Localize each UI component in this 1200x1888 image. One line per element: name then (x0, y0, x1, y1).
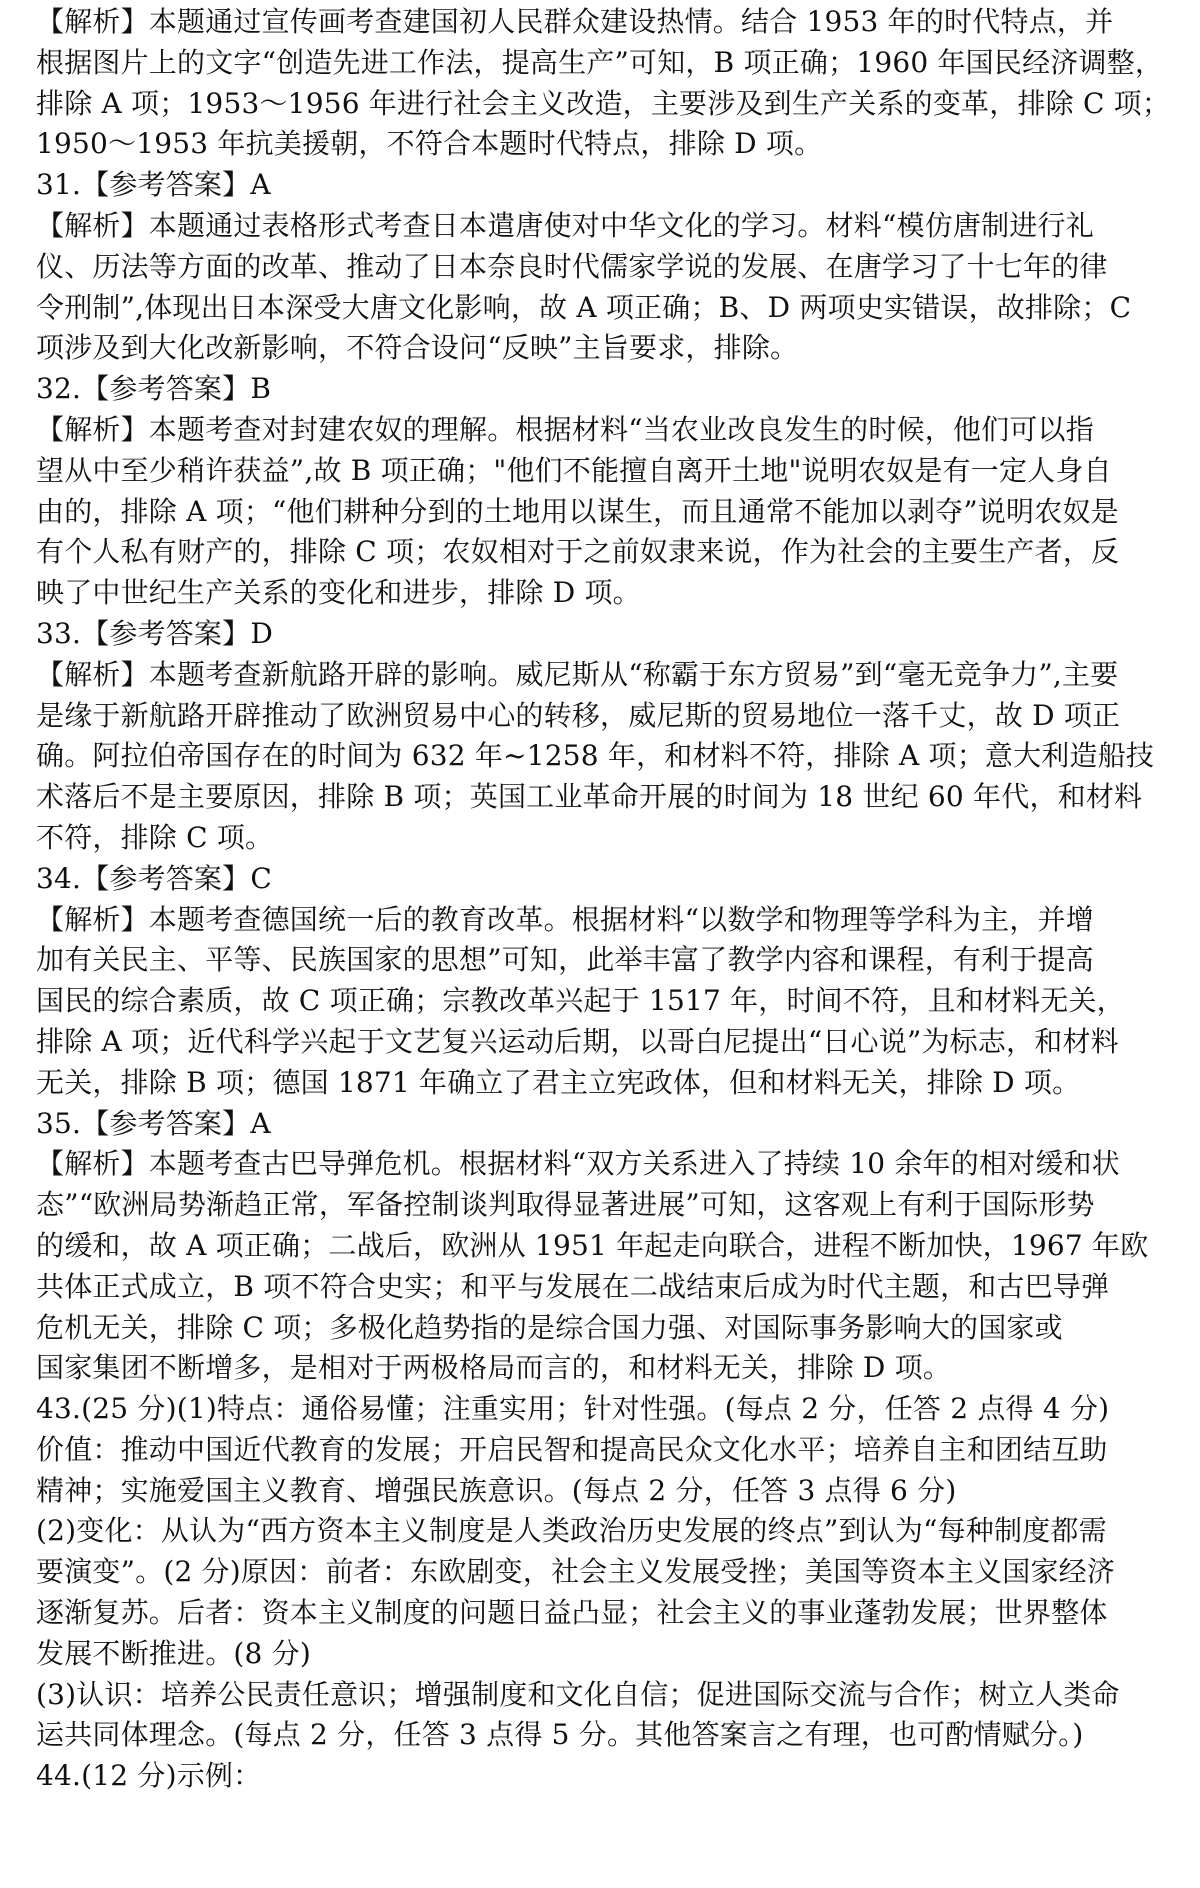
text-line: 31.【参考答案】A (36, 168, 271, 202)
text-line: 32.【参考答案】B (36, 372, 272, 406)
text-line: 术落后不是主要原因，排除 B 项；英国工业革命开展的时间为 18 世纪 60 年代，和材料 (36, 780, 1143, 814)
text-line: 的缓和，故 A 项正确；二战后，欧洲从 1951 年起走向联合，进程不断加快，1967 年欧 (36, 1228, 1149, 1262)
text-line: 望从中至少稍许获益”,故 B 项正确；"他们不能擅自离开土地"说明农奴是有一定人身自 (36, 453, 1112, 487)
text-line: 35.【参考答案】A (36, 1106, 271, 1140)
text-line: 确。阿拉伯帝国存在的时间为 632 年~1258 年，和材料不符，排除 A 项；意大利造船技 (36, 739, 1155, 773)
text-line: (3)认识：培养公民责任意识；增强制度和文化自信；促进国际交流与合作；树立人类命 (36, 1677, 1120, 1711)
text-line: 由的，排除 A 项；“他们耕种分到的土地用以谋生，而且通常不能加以剥夺”说明农奴是 (36, 494, 1119, 528)
text-line: 1950～1953 年抗美援朝，不符合本题时代特点，排除 D 项。 (36, 127, 823, 161)
text-line: 44.(12 分)示例： (36, 1759, 262, 1793)
text-line: 国民的综合素质，故 C 项正确；宗教改革兴起于 1517 年，时间不符，且和材料无关， (36, 984, 1125, 1018)
text-line: 34.【参考答案】C (36, 861, 272, 895)
text-line: 【解析】本题考查德国统一后的教育改革。根据材料“以数学和物理等学科为主，并增 (36, 902, 1094, 936)
text-line: (2)变化：从认为“西方资本主义制度是人类政治历史发展的终点”到认为“每种制度都需 (36, 1514, 1107, 1548)
text-line: 运共同体理念。(每点 2 分，任答 3 点得 5 分。其他答案言之有理，也可酌情赋分。) (36, 1718, 1084, 1752)
text-line: 要演变”。(2 分)原因：前者：东欧剧变，社会主义发展受挫；美国等资本主义国家经济 (36, 1555, 1116, 1589)
text-line: 加有关民主、平等、民族国家的思想”可知，此举丰富了教学内容和课程，有利于提高 (36, 943, 1094, 977)
text-line: 令刑制”,体现出日本深受大唐文化影响，故 A 项正确；B、D 两项史实错误，故排除；C (36, 290, 1132, 324)
text-line: 发展不断推进。(8 分) (36, 1636, 311, 1670)
text-line: 【解析】本题通过表格形式考查日本遣唐使对中华文化的学习。材料“模仿唐制进行礼 (36, 208, 1094, 242)
text-line: 危机无关，排除 C 项；多极化趋势指的是综合国力强、对国际事务影响大的国家或 (36, 1310, 1063, 1344)
text-line: 有个人私有财产的，排除 C 项；农奴相对于之前奴隶来说，作为社会的主要生产者，反 (36, 535, 1120, 569)
text-line: 排除 A 项；1953～1956 年进行社会主义改造，主要涉及到生产关系的变革，排除 C 项； (36, 86, 1171, 120)
text-line: 项涉及到大化改新影响，不符合设问“反映”主旨要求，排除。 (36, 331, 799, 365)
text-line: 不符，排除 C 项。 (36, 820, 274, 854)
text-line: 43.(25 分)(1)特点：通俗易懂；注重实用；针对性强。(每点 2 分，任答 2 点得 4 分) (36, 1392, 1110, 1426)
text-line: 【解析】本题考查对封建农奴的理解。根据材料“当农业改良发生的时候，他们可以指 (36, 412, 1094, 446)
text-line: 【解析】本题考查古巴导弹危机。根据材料“双方关系进入了持续 10 余年的相对缓和状 (36, 1147, 1120, 1181)
text-line: 【解析】本题考查新航路开辟的影响。威尼斯从“称霸于东方贸易”到“毫无竞争力”,主要 (36, 657, 1119, 691)
text-line: 精神；实施爱国主义教育、增强民族意识。(每点 2 分，任答 3 点得 6 分) (36, 1473, 957, 1507)
text-line: 逐渐复苏。后者：资本主义制度的问题日益凸显；社会主义的事业蓬勃发展；世界整体 (36, 1596, 1108, 1630)
text-line: 共体正式成立，B 项不符合史实；和平与发展在二战结束后成为时代主题，和古巴导弹 (36, 1269, 1110, 1303)
text-line: 33.【参考答案】D (36, 616, 273, 650)
text-line: 仪、历法等方面的改革、推动了日本奈良时代儒家学说的发展、在唐学习了十七年的律 (36, 249, 1108, 283)
text-line: 【解析】本题通过宣传画考查建国初人民群众建设热情。结合 1953 年的时代特点，并 (36, 5, 1114, 38)
text-line: 态”“欧洲局势渐趋正常，军备控制谈判取得显著进展”可知，这客观上有利于国际形势 (36, 1188, 1095, 1222)
text-line: 排除 A 项；近代科学兴起于文艺复兴运动后期，以哥白尼提出“日心说”为标志，和材料 (36, 1024, 1119, 1058)
text-line: 是缘于新航路开辟推动了欧洲贸易中心的转移，威尼斯的贸易地位一落千丈，故 D 项正 (36, 698, 1121, 732)
text-line: 无关，排除 B 项；德国 1871 年确立了君主立宪政体，但和材料无关，排除 D 项。 (36, 1065, 1081, 1099)
text-line: 映了中世纪生产关系的变化和进步，排除 D 项。 (36, 576, 641, 610)
text-line: 价值：推动中国近代教育的发展；开启民智和提高民众文化水平；培养自主和团结互助 (36, 1432, 1108, 1466)
text-line: 根据图片上的文字“创造先进工作法，提高生产”可知，B 项正确；1960 年国民经济调整， (36, 45, 1164, 79)
text-line: 国家集团不断增多，是相对于两极格局而言的，和材料无关，排除 D 项。 (36, 1351, 952, 1385)
